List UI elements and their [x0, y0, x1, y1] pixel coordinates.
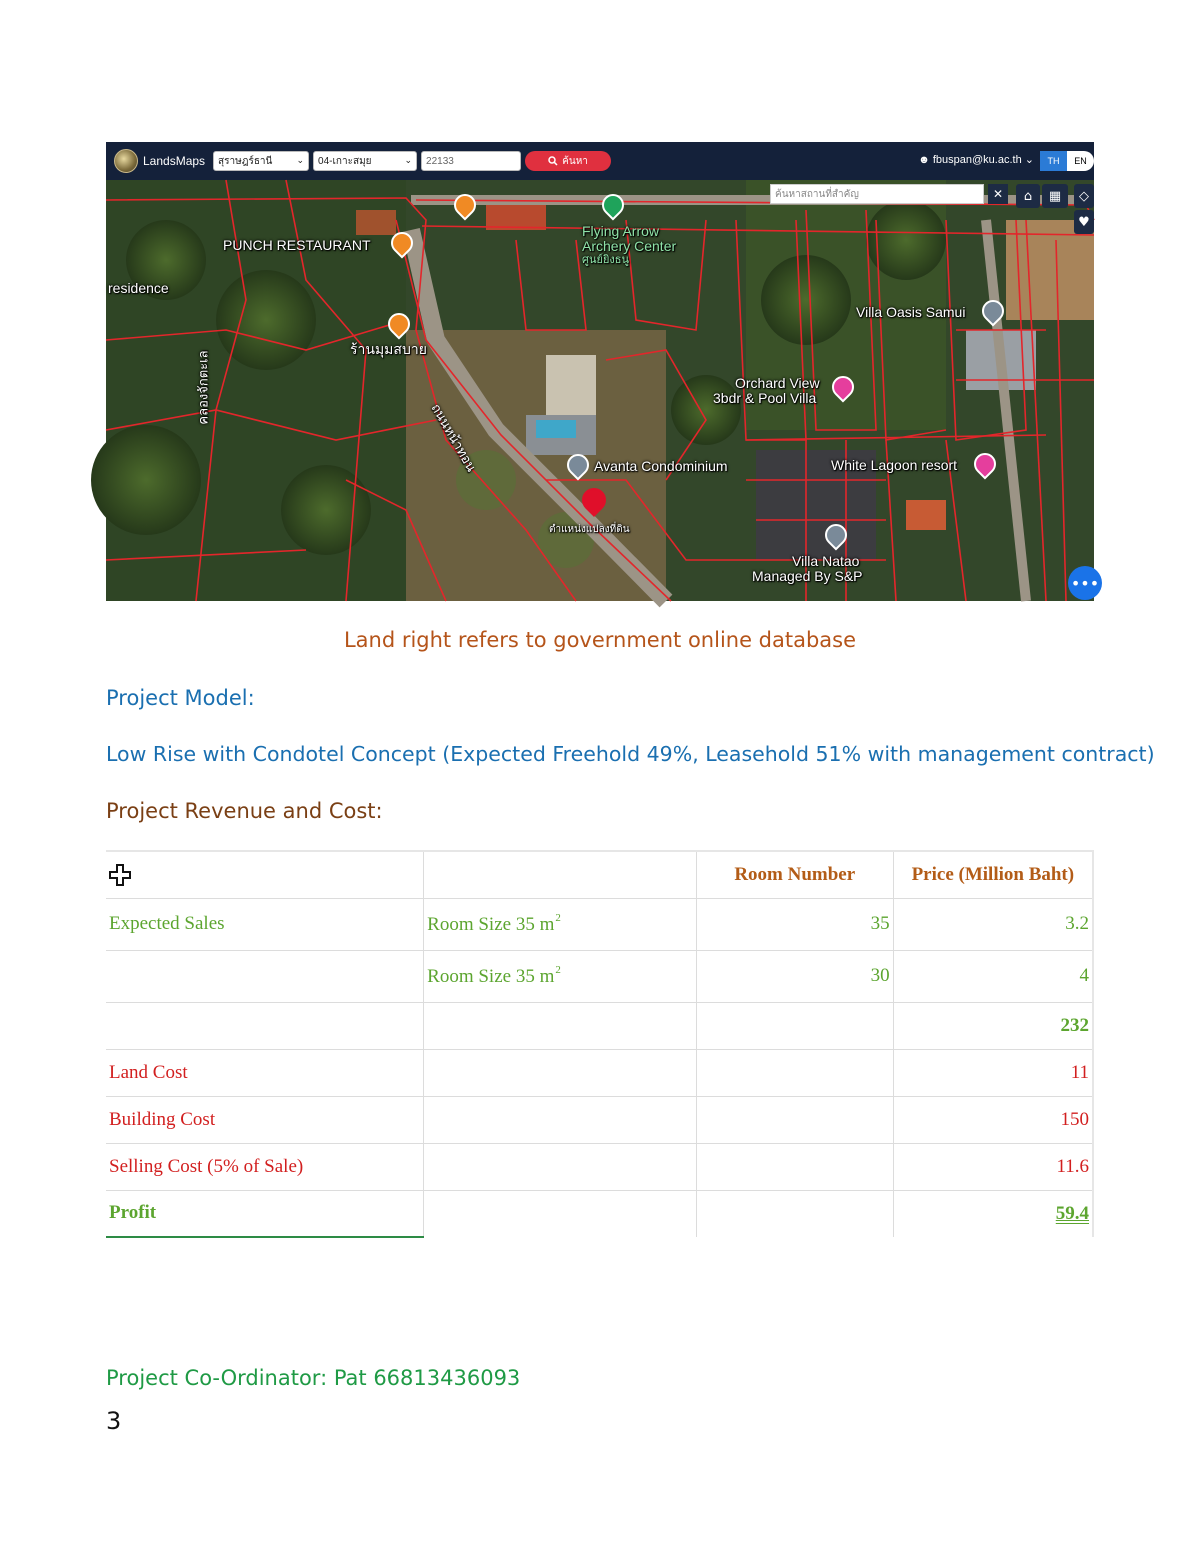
- superscript: 2: [555, 912, 561, 924]
- price-cell: 150: [893, 1096, 1093, 1143]
- total-sales-cell: 232: [893, 1002, 1093, 1049]
- revenue-heading: Project Revenue and Cost:: [106, 799, 383, 823]
- price-cell: 4: [893, 950, 1093, 1002]
- room-number-cell: 30: [696, 950, 893, 1002]
- road-label: ถนนหน้าทอน: [428, 400, 480, 475]
- table-row: [106, 898, 1093, 950]
- parcel-location-label: ตำแหน่งแปลงที่ดิน: [549, 524, 630, 535]
- poi-label: Orchard View: [735, 375, 820, 391]
- project-coordinator: Project Co-Ordinator: Pat 66813436093: [106, 1366, 521, 1390]
- table-row: [106, 1049, 1093, 1096]
- road-label: คลองจักตะเล: [195, 350, 211, 425]
- room-size-text: Room Size 35 m: [427, 914, 555, 935]
- project-model-description: Low Rise with Condotel Concept (Expected Freehold 49%, Leasehold 51% with management contract): [106, 742, 1155, 766]
- lang-en-button[interactable]: EN: [1074, 156, 1087, 166]
- layers-icon[interactable]: ◇: [1074, 184, 1094, 208]
- col-header-price: Price (Million Baht): [893, 851, 1093, 898]
- price-cell: 11.6: [893, 1143, 1093, 1190]
- row-label: Profit: [106, 1190, 424, 1237]
- price-cell: 3.2: [893, 898, 1093, 950]
- poi-label: Archery Center: [582, 238, 677, 254]
- language-toggle[interactable]: [1040, 151, 1094, 171]
- poi-label: PUNCH RESTAURANT: [223, 237, 371, 253]
- poi-label: ร้านมุมสบาย: [350, 341, 427, 357]
- poi-label: 3bdr & Pool Villa: [713, 390, 817, 406]
- chevron-down-icon: ⌄: [1024, 154, 1034, 166]
- province-value: สุราษฎร์ธานี: [218, 155, 273, 167]
- close-icon[interactable]: ✕: [988, 184, 1008, 204]
- table-row: [106, 1143, 1093, 1190]
- parcel-number-input[interactable]: [421, 151, 521, 171]
- home-icon[interactable]: ⌂: [1016, 184, 1040, 208]
- lang-th-button[interactable]: TH: [1040, 151, 1067, 171]
- chevron-down-icon: ⌄: [296, 155, 305, 165]
- room-size-cell: [424, 898, 697, 950]
- search-button-label: ค้นหา: [562, 155, 588, 167]
- search-button[interactable]: [525, 151, 611, 171]
- col-header-room-number: Room Number: [696, 851, 893, 898]
- row-label: Land Cost: [106, 1049, 424, 1096]
- landsmaps-screenshot: [106, 142, 1100, 601]
- place-search-placeholder: ค้นหาสถานที่สำคัญ: [775, 188, 859, 200]
- heart-icon[interactable]: ♥: [1074, 210, 1094, 234]
- grid-icon[interactable]: ▦: [1042, 184, 1068, 208]
- more-options-icon[interactable]: •••: [1068, 566, 1102, 600]
- chevron-down-icon: ⌄: [404, 155, 413, 165]
- user-email: fbuspan@ku.ac.th: [932, 154, 1022, 166]
- poi-label: Avanta Condominium: [594, 458, 728, 474]
- place-search-input[interactable]: [770, 184, 984, 204]
- province-select[interactable]: [213, 151, 309, 171]
- user-icon: ☻: [918, 154, 930, 166]
- poi-label: Villa Natao: [792, 553, 860, 569]
- table-row: [106, 950, 1093, 1002]
- row-label: [106, 950, 424, 1002]
- price-cell: 11: [893, 1049, 1093, 1096]
- poi-label: Flying Arrow: [582, 223, 660, 239]
- poi-label: Managed By S&P: [752, 568, 863, 584]
- row-label: Expected Sales: [106, 898, 424, 950]
- table-row: [106, 1190, 1093, 1237]
- room-number-cell: 35: [696, 898, 893, 950]
- search-icon: [548, 156, 558, 166]
- profit-value-cell: [893, 1190, 1093, 1237]
- table-row: [106, 1096, 1093, 1143]
- revenue-cost-table: [106, 850, 1094, 1238]
- table-row: [106, 1002, 1093, 1049]
- room-size-cell: [424, 950, 697, 1002]
- project-model-heading: Project Model:: [106, 686, 255, 710]
- poi-label: ศูนย์ยิงธนู: [582, 254, 629, 266]
- parcel-number-value: 22133: [426, 155, 454, 167]
- user-menu[interactable]: [918, 153, 1034, 166]
- landsmaps-topbar: [106, 142, 1094, 180]
- district-select[interactable]: [313, 151, 417, 171]
- room-size-text: Room Size 35 m: [427, 966, 555, 987]
- table-header-row: [106, 851, 1093, 898]
- poi-label: residence: [108, 280, 169, 296]
- satellite-map[interactable]: [106, 180, 1094, 601]
- row-label: Selling Cost (5% of Sale): [106, 1143, 424, 1190]
- table-corner-cell: [106, 851, 424, 898]
- page-number: 3: [106, 1407, 122, 1435]
- app-name: LandsMaps: [143, 154, 206, 168]
- landsmaps-logo-icon: [114, 149, 138, 173]
- row-label: Building Cost: [106, 1096, 424, 1143]
- move-handle-icon[interactable]: [109, 864, 131, 886]
- district-value: 04-เกาะสมุย: [318, 155, 372, 167]
- profit-value: 59.4: [1055, 1202, 1089, 1224]
- poi-label: White Lagoon resort: [831, 457, 958, 473]
- poi-label: Villa Oasis Samui: [856, 304, 966, 320]
- map-caption: Land right refers to government online database: [343, 628, 857, 652]
- superscript: 2: [555, 964, 561, 976]
